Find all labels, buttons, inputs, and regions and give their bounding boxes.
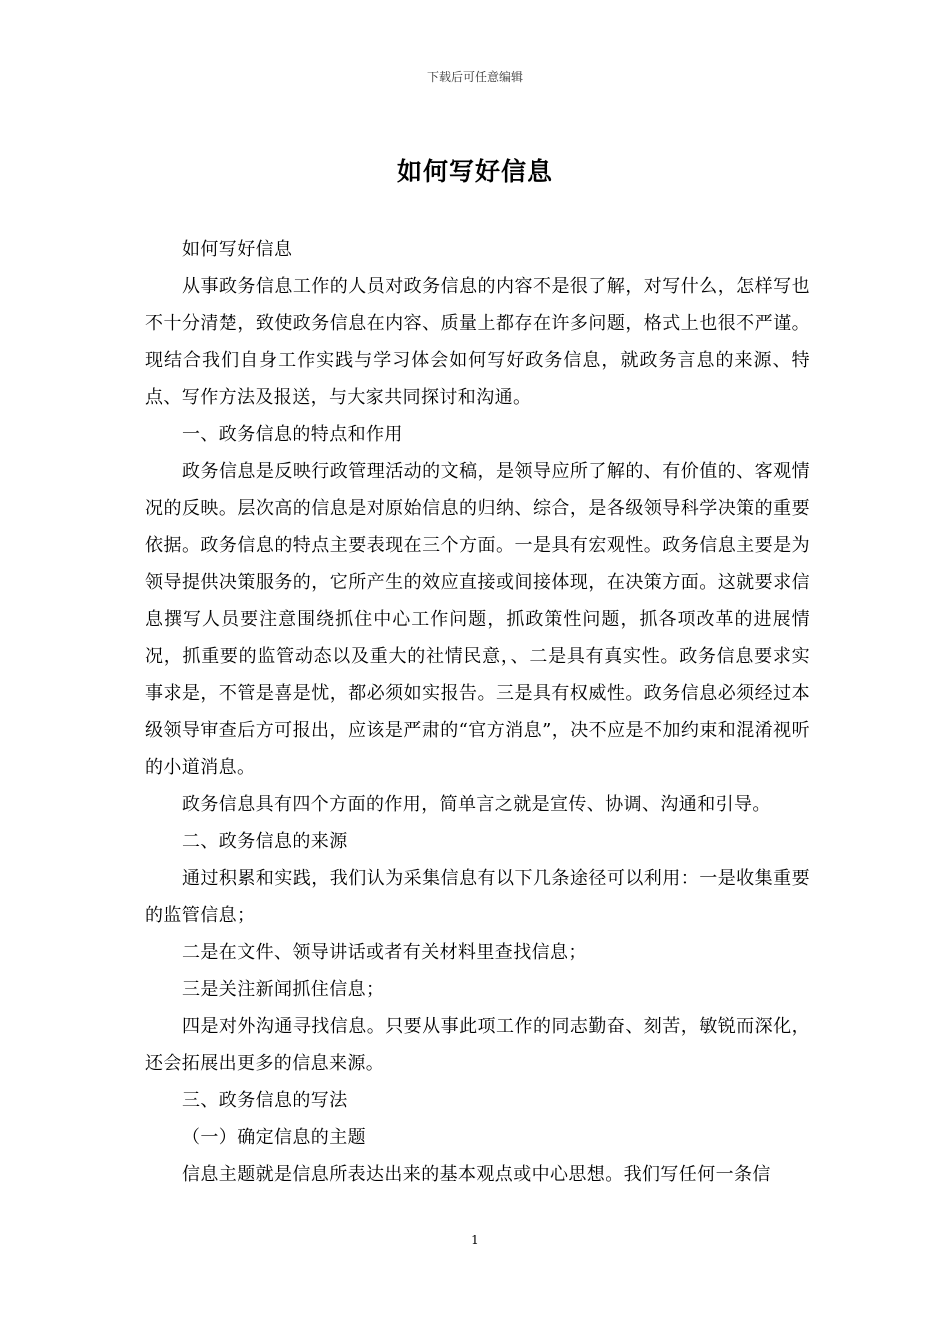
paragraph-source-3: 三是关注新闻抓住信息； xyxy=(182,979,385,1000)
section-heading-3: 三、政务信息的写法 xyxy=(182,1090,348,1111)
document-title: 如何写好信息 xyxy=(396,157,553,186)
header-note: 下载后可任意编辑 xyxy=(426,70,523,84)
paragraph-source-1: 通过积累和实践，我们认为采集信息有以下几条途径可以利用：一是收集重要的监管信息； xyxy=(145,868,810,926)
paragraph-theme: 信息主题就是信息所表达出来的基本观点或中心思想。我们写任何一条信 xyxy=(182,1164,771,1185)
paragraph-functions: 政务信息具有四个方面的作用，简单言之就是宣传、协调、沟通和引导。 xyxy=(182,794,771,815)
subsection-heading-1: （一）确定信息的主题 xyxy=(182,1127,366,1148)
paragraph-characteristics: 政务信息是反映行政管理活动的文稿，是领导应所了解的、有价值的、客观情况的反映。层次高的信息是对原始信息的归纳、综合，是各级领导科学决策的重要依据。政务信息的特点主要表现在三个方面。一是具有宏观性。政务信息主要是为领导提供决策服务的，它所产生的效应直接或间接体现，在决策方面。这就要求信息撰写人员要注意围绕抓住中心工作问题，抓政策性问题，抓各项改革的进展情况，抓重要的监管动态以及重大的社情民意，、二是具有真实性。政务信息要求实事求是，不管是喜是忧，都必须如实报告。三是具有权威性。政务信息必须经过本级领导审查后方可报出，应该是严肃的“官方消息”，决不应是不加约束和混淆视听的小道消息。 xyxy=(145,461,810,778)
section-heading-2: 二、政务信息的来源 xyxy=(182,831,348,852)
document-body xyxy=(145,231,810,1193)
section-heading-1: 一、政务信息的特点和作用 xyxy=(182,424,403,445)
paragraph-source-2: 二是在文件、领导讲话或者有关材料里查找信息； xyxy=(182,942,587,963)
page-number: 1 xyxy=(471,1233,479,1247)
paragraph-source-4: 四是对外沟通寻找信息。只要从事此项工作的同志勤奋、刻苦，敏锐而深化，还会拓展出更多的信息来源。 xyxy=(145,1016,810,1074)
paragraph-intro: 从事政务信息工作的人员对政务信息的内容不是很了解，对写什么，怎样写也不十分清楚，致使政务信息在内容、质量上都存在许多问题，格式上也很不严谨。现结合我们自身工作实践与学习体会如何写好政务信息，就政务言息的来源、特点、写作方法及报送，与大家共同探讨和沟通。 xyxy=(145,276,810,408)
paragraph-subtitle: 如何写好信息 xyxy=(182,239,293,260)
